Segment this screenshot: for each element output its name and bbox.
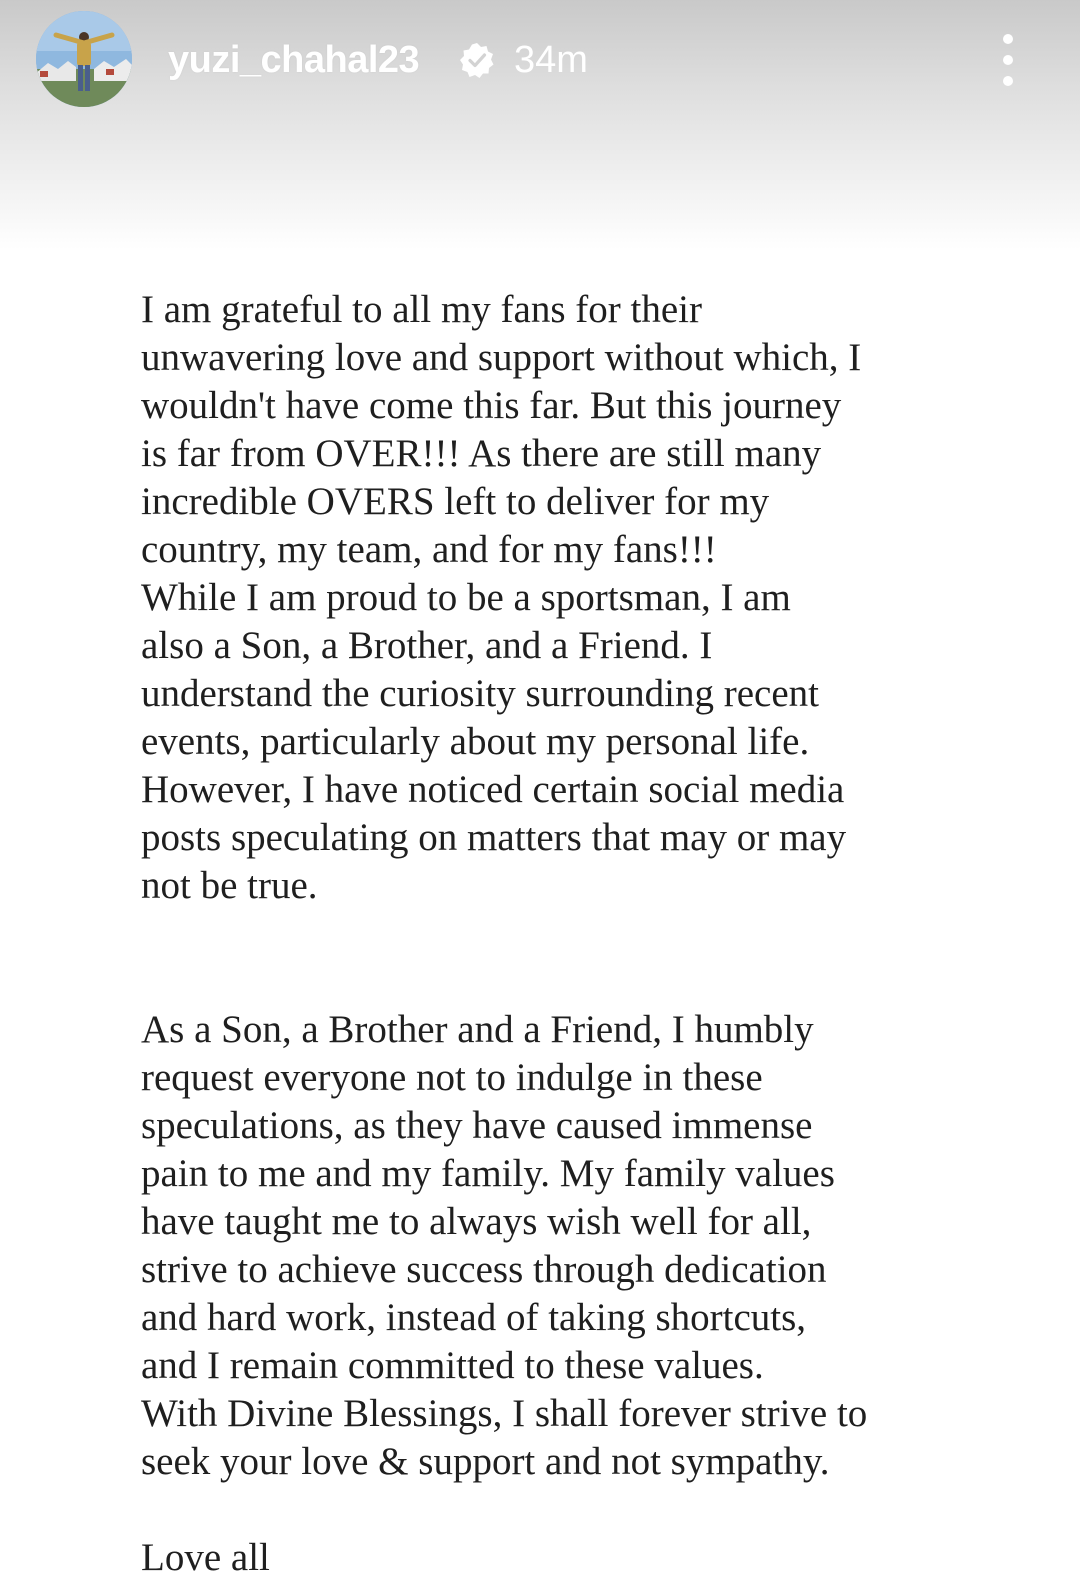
letter-line: events, particularly about my personal life. — [141, 720, 810, 763]
more-dot-1 — [1003, 34, 1013, 44]
letter-line: country, my team, and for my fans!!! — [141, 528, 717, 571]
letter-line: strive to achieve success through dedication — [141, 1248, 827, 1291]
letter-line: not be true. — [141, 864, 318, 907]
letter-line: and hard work, instead of taking shortcuts, — [141, 1296, 807, 1339]
letter-line: is far from OVER!!! As there are still many — [141, 432, 822, 475]
profile-avatar[interactable] — [36, 11, 132, 107]
statement-text — [141, 286, 1021, 1582]
letter-line: have taught me to always wish well for all, — [141, 1200, 812, 1243]
letter-line: wouldn't have come this far. But this journey — [141, 384, 842, 427]
paragraph-gap — [141, 1486, 1021, 1534]
letter-line: I am grateful to all my fans for their — [141, 288, 702, 331]
letter-line: seek your love & support and not sympathy. — [141, 1440, 830, 1483]
letter-line: As a Son, a Brother and a Friend, I humbly — [141, 1008, 814, 1051]
letter-line: speculations, as they have caused immense — [141, 1104, 813, 1147]
letter-line: and I remain committed to these values. — [141, 1344, 764, 1387]
more-dot-3 — [1003, 76, 1013, 86]
letter-line: While I am proud to be a sportsman, I am — [141, 576, 791, 619]
avatar-image — [36, 11, 132, 107]
letter-line: With Divine Blessings, I shall forever strive to — [141, 1392, 868, 1435]
letter-line: request everyone not to indulge in these — [141, 1056, 763, 1099]
letter-line: posts speculating on matters that may or may — [141, 816, 847, 859]
more-dot-2 — [1003, 55, 1013, 65]
story-header — [0, 0, 1080, 250]
letter-closing: Love all — [141, 1536, 270, 1579]
letter-line: also a Son, a Brother, and a Friend. I — [141, 624, 713, 667]
verified-badge-icon — [458, 41, 496, 79]
story-timestamp: 34m — [514, 39, 588, 81]
paragraph-gap — [141, 910, 1021, 1006]
more-vertical-icon[interactable] — [990, 30, 1026, 90]
letter-line: incredible OVERS left to deliver for my — [141, 480, 770, 523]
letter-line: pain to me and my family. My family values — [141, 1152, 835, 1195]
letter-line: unwavering love and support without which, I — [141, 336, 862, 379]
letter-line: understand the curiosity surrounding recent — [141, 672, 819, 715]
story-username[interactable]: yuzi_chahal23 — [168, 39, 420, 81]
letter-line: However, I have noticed certain social media — [141, 768, 845, 811]
